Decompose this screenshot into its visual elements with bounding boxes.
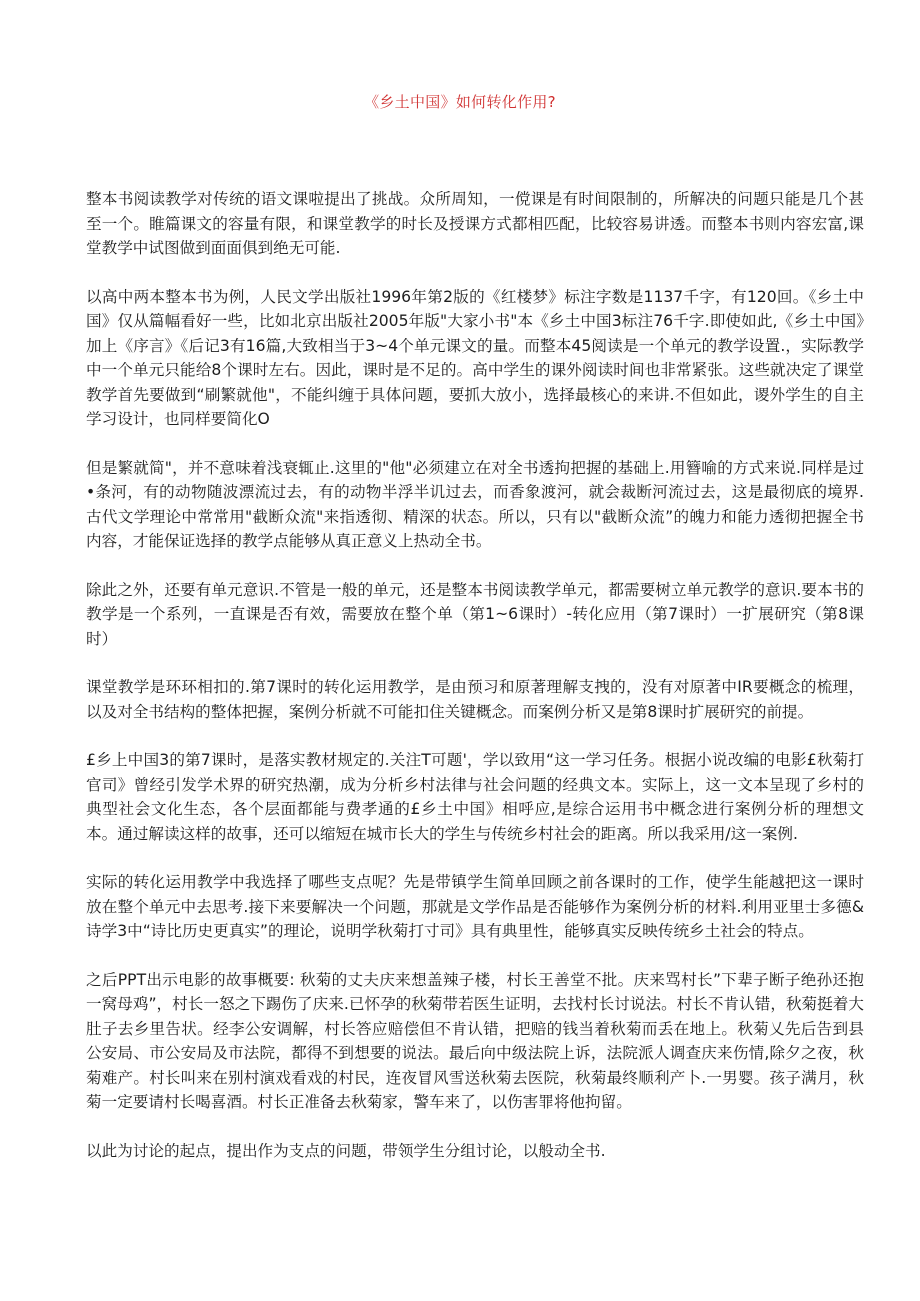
paragraph-4: 除此之外，还要有单元意识.不管是一般的单元，还是整本书阅读教学单元，都需要树立单元教学的意识.要本书的教学是一个系列，一直课是否有效，需要放在整个单（第1~6课时）-转化应用（第7课时）一扩展研究（第8课时） xyxy=(86,580,864,648)
paragraph-3: 但是繁就简"，并不意味着浅衰辄止.这里的"他"必须建立在对全书透拘把握的基础上.用簪喻的方式来说.同样是过•条河，有的动物随波漂流过去，有的动物半浮半讥过去，而香象渡河，就会裁断河流过去，这是最彻底的境界.古代文学理论中常常用"截断众流"来指透彻、精深的状态。所以，只有以"截断众流”的魄力和能力透彻把握全书内容，才能保证选择的教学点能够从真正意义上热动全书。 xyxy=(86,458,864,550)
document-body xyxy=(86,187,864,1187)
paragraph-2: 以高中两本整本书为例，人民文学出版社1996年第2版的《红楼梦》标注字数是1137千字，有120回。《乡土中国》仅从篇幅看好一些，比如北京出版社2005年版"大家小书"本《乡土中国3标注76千字.即使如此,《乡土中国》加上《序言》《后记3有16篇,大致相当于3~4个单元课文的量。而整本45阅读是一个单元的教学设置.，实际教学中一个单元只能给8个课时左右。因此，课时是不足的。高中学生的课外阅读时间也非常紧张。这些就决定了课堂教学首先要做到“刷繁就他"，不能纠缠于具体问题，要抓大放小，选择最核心的来讲.不但如此，谡外学生的自主学习设计，也同样要简化O xyxy=(86,287,864,428)
paragraph-6: £乡上中国3的第7课时，是落实教材规定的.关注T可题'，学以致用“这一学习任务。根据小说改编的电影£秋菊打官司》曾经引发学术界的研究热潮，成为分析乡村法律与社会问题的经典文本。实际上，这一文本呈现了乡村的典型社会文化生态，各个层面都能与费孝通的£乡土中国》相呼应,是综合运用书中概念进行案例分析的理想文本。通过解读这样的故事，还可以缩短在城市长大的学生与传统乡村社会的距离。所以我采用/这一案例. xyxy=(86,751,864,843)
paragraph-1: 整本书阅读教学对传统的语文课啦提出了挑战。众所周知，一傥课是有时间限制的，所解决的问题只能是几个甚至一个。睢篇课文的容量有限，和课堂教学的时长及授课方式都相匹配，比较容易讲透。而整本书则内容宏富,课堂教学中试图做到面面俱到绝无可能. xyxy=(86,190,864,257)
paragraph-9: 以此为讨论的起点，提出作为支点的问题，带领学生分组讨论，以般动全书. xyxy=(86,1141,606,1160)
document-title: 《乡土中国》如何转化作用? xyxy=(364,93,556,111)
paragraph-7: 实际的转化运用教学中我选择了哪些支点呢？先是带镇学生简单回顾之前各课时的工作，使学生能越把这一课时放在整个单元中去思考.接下来要解决一个问题，那就是文学作品是否能够作为案例分析的材料.利用亚里士多德&诗学3中“诗比历史更真实”的理论，说明学秋菊打寸司》具有典里性，能够真实反映传统乡土社会的特点。 xyxy=(86,873,864,940)
paragraph-5: 课堂教学是环环相扣的.第7课时的转化运用教学，是由预习和原著理解支拽的，没有对原著中IR要概念的梳理，以及对全书结构的整体把握，案例分析就不可能扣住关键概念。而案例分析又是第8课时扩展研究的前提。 xyxy=(86,678,864,721)
paragraph-8: 之后PPT出示电影的故事概要: 秋菊的丈夫庆来想盖辣子楼，村长王善堂不批。庆来骂村长”下辈子断子绝孙还抱一窝母鸡”，村长一怒之下踢伤了庆来.已怀孕的秋菊带若医生证明，去找村长讨说法。村长不肯认错，秋菊挺着大肚子去乡里告状。经李公安调解，村长答应赔偿但不肯认错，把赔的钱当着秋菊而丢在地上。秋菊乂先后告到县公安局、市公安局及市法院，都得不到想要的说法。最后向中级法院上诉，法院派人调查庆来伤情,除夕之夜，秋菊难产。村长叫来在别村演戏看戏的村民，连夜冒风雪送秋菊去医院，秋菊最终顺利产卜.一男婴。孩子满月，秋菊一定要请村长喝喜酒。村长正准备去秋菊家，警车来了，以伤害罪将他拘留。 xyxy=(86,970,864,1111)
